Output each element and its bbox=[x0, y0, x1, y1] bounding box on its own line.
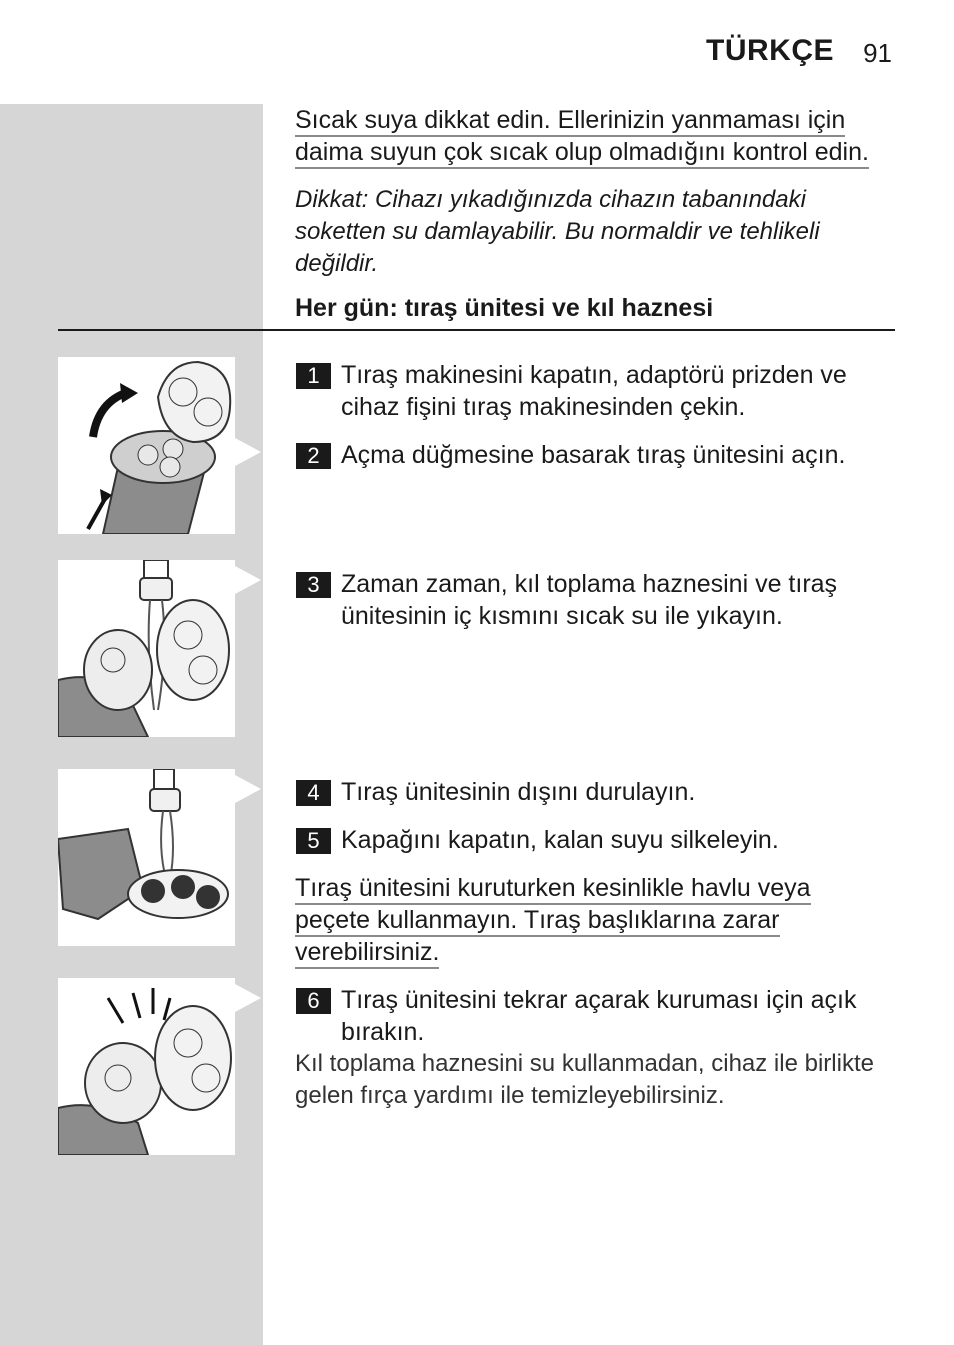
step-2 bbox=[296, 439, 896, 471]
page-number: 91 bbox=[863, 38, 892, 68]
section-divider bbox=[58, 329, 895, 331]
warning-no-towel bbox=[295, 872, 895, 968]
step-1 bbox=[296, 359, 896, 423]
shaver-rinse-inside-icon bbox=[58, 560, 235, 737]
illustration-pointer bbox=[235, 984, 261, 1012]
note-caution bbox=[295, 184, 895, 280]
warning-line: peçete kullanmayın. Tıraş başlıklarına zarar bbox=[295, 905, 780, 937]
warning-hot-water bbox=[295, 104, 895, 168]
shaver-open-dry-icon bbox=[58, 978, 235, 1155]
language-label: TÜRKÇE bbox=[706, 34, 834, 67]
illustration-pointer bbox=[235, 566, 261, 594]
step-line: Zaman zaman, kıl toplama haznesini ve tıraş bbox=[341, 570, 838, 598]
warning-line: Tıraş ünitesini kuruturken kesinlikle havlu veya bbox=[295, 873, 811, 905]
step-6 bbox=[296, 984, 896, 1048]
step-number: 6 bbox=[296, 988, 331, 1014]
step-line: Açma düğmesine basarak tıraş ünitesini açın. bbox=[341, 441, 846, 469]
tip-line: gelen fırça yardımı ile temizleyebilirsiniz. bbox=[295, 1082, 725, 1109]
step-number: 5 bbox=[296, 828, 331, 854]
tip-line: Kıl toplama haznesini su kullanmadan, cihaz ile birlikte bbox=[295, 1050, 874, 1077]
shaver-rinse-outside-icon bbox=[58, 769, 235, 946]
step-5 bbox=[296, 824, 896, 856]
warning-line: daima suyun çok sıcak olup olmadığını kontrol edin. bbox=[295, 137, 869, 169]
tip-brush-cleaning bbox=[295, 1048, 895, 1112]
step-line: Tıraş ünitesinin dışını durulayın. bbox=[341, 778, 696, 806]
step-line: Tıraş makinesini kapatın, adaptörü prizden ve bbox=[341, 361, 847, 389]
note-line: değildir. bbox=[295, 250, 379, 277]
step-number: 4 bbox=[296, 780, 331, 806]
step-number: 2 bbox=[296, 443, 331, 469]
shaver-open-unit-icon bbox=[58, 357, 235, 534]
step-line: cihaz fişini tıraş makinesinden çekin. bbox=[341, 393, 746, 421]
note-line: soketten su damlayabilir. Bu normaldir ve tehlikeli bbox=[295, 218, 820, 245]
illustration-pointer bbox=[235, 775, 261, 803]
illustration-pointer bbox=[235, 438, 261, 466]
step-3 bbox=[296, 568, 896, 632]
step-number: 1 bbox=[296, 363, 331, 389]
warning-line: Sıcak suya dikkat edin. Ellerinizin yanmaması için bbox=[295, 105, 845, 137]
step-line: Kapağını kapatın, kalan suyu silkeleyin. bbox=[341, 826, 779, 854]
step-line: Tıraş ünitesini tekrar açarak kuruması için açık bbox=[341, 986, 857, 1014]
section-heading: Her gün: tıraş ünitesi ve kıl haznesi bbox=[295, 294, 714, 322]
step-4 bbox=[296, 776, 896, 808]
step-number: 3 bbox=[296, 572, 331, 598]
note-line: Dikkat: Cihazı yıkadığınızda cihazın tabanındaki bbox=[295, 186, 806, 213]
warning-line: verebilirsiniz. bbox=[295, 937, 439, 969]
step-line: bırakın. bbox=[341, 1018, 425, 1046]
step-line: ünitesinin iç kısmını sıcak su ile yıkayın. bbox=[341, 602, 783, 630]
